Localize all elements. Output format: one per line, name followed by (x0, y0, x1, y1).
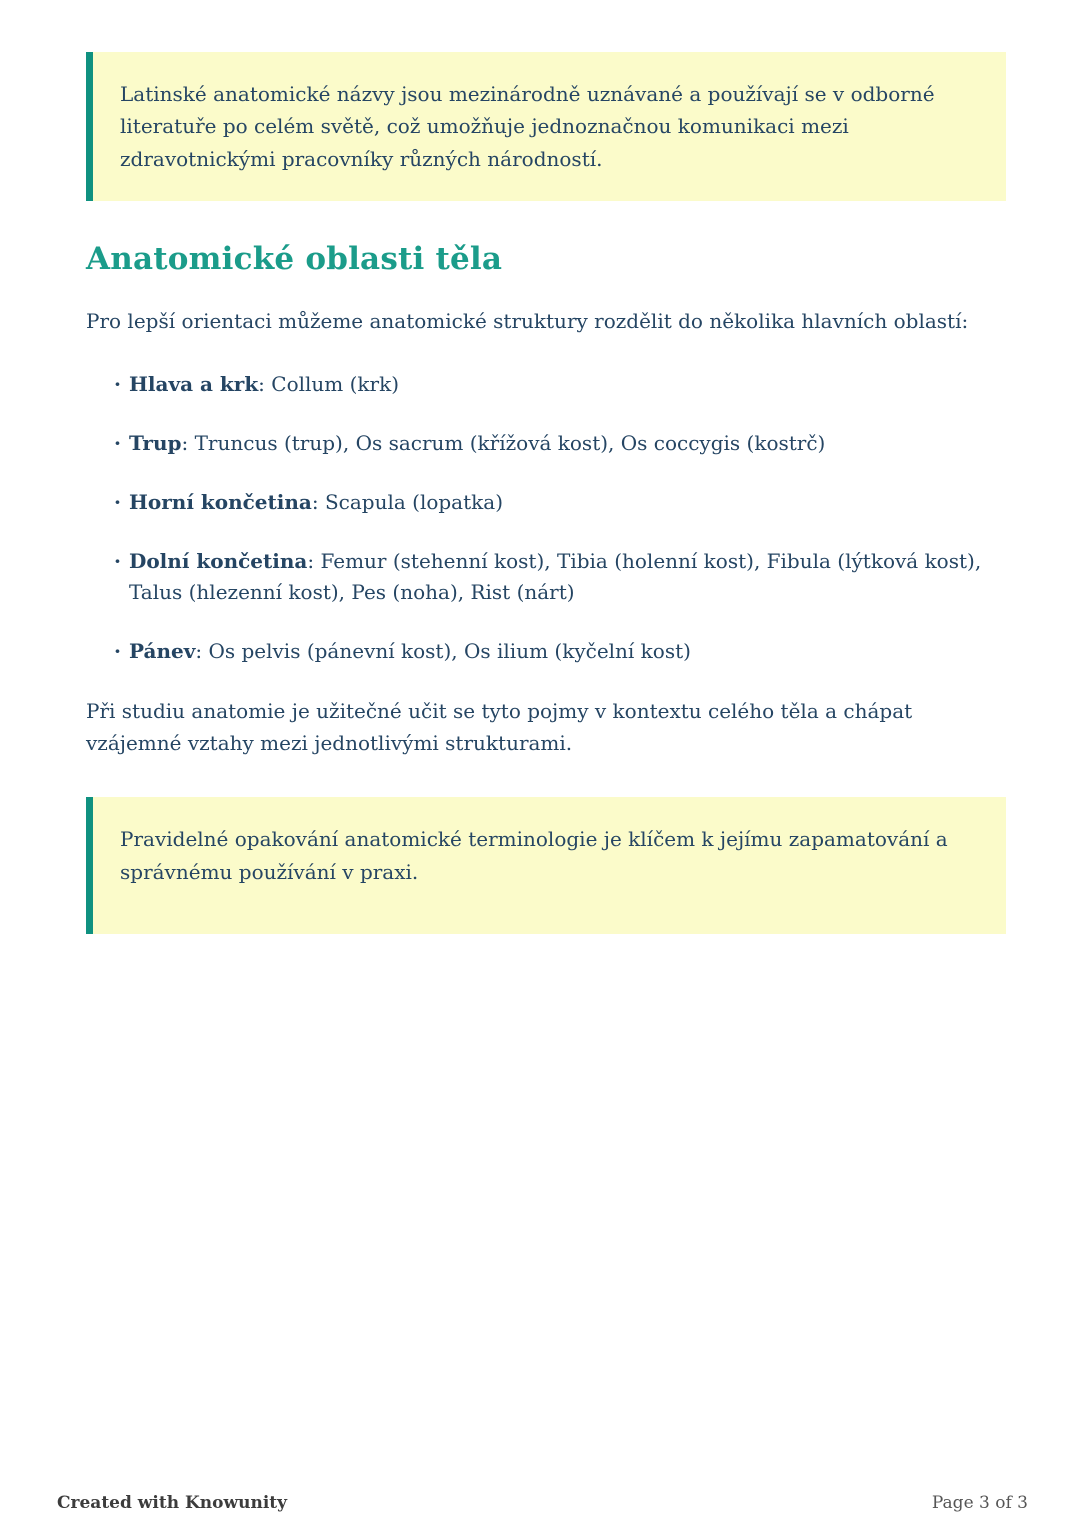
list-item-text (129, 428, 825, 459)
list-item-term: Hlava a krk (129, 372, 259, 397)
bullet-icon: · (114, 639, 121, 664)
list-item-term: Pánev (129, 639, 196, 664)
bullet-icon: · (114, 372, 121, 397)
list-item (86, 636, 1006, 667)
list-item (86, 369, 1006, 400)
list-item-text (129, 636, 691, 667)
list-item-text (129, 487, 503, 518)
list-item-term: Trup (129, 431, 182, 456)
list-item-rest: : Scapula (lopatka) (311, 490, 503, 515)
list-item-rest: : Truncus (trup), Os sacrum (křížová kost), Os coccygis (kostrč) (181, 431, 826, 456)
list-item-term: Horní končetina (129, 490, 312, 515)
list-item-rest: : Femur (stehenní kost), Tibia (holenní kost), Fibula (lýtková kost), Talus (hlezenní kost), Pes (noha), Rist (nárt) (129, 549, 982, 605)
list-item-term: Dolní končetina (129, 549, 308, 574)
list-item (86, 428, 1006, 459)
bullet-icon: · (114, 490, 121, 515)
callout-note-top (86, 52, 1006, 201)
list-item-rest: : Collum (krk) (258, 372, 400, 397)
list-item-text (129, 369, 399, 400)
outro-paragraph: Při studiu anatomie je užitečné učit se tyto pojmy v kontextu celého těla a chápat vzájemné vztahy mezi jednotlivými strukturami. (86, 699, 913, 756)
list-item (86, 487, 1006, 518)
page-footer (57, 1493, 1028, 1513)
footer-branding: Created with Knowunity (57, 1493, 288, 1513)
section-heading: Anatomické oblasti těla (86, 241, 503, 278)
list-item (86, 546, 1006, 608)
page-number: Page 3 of 3 (931, 1493, 1028, 1513)
anatomy-regions-list (86, 369, 1006, 667)
callout-bottom-text: Pravidelné opakování anatomické terminologie je klíčem k jejímu zapamatování a správnému používání v praxi. (120, 827, 948, 884)
list-item-rest: : Os pelvis (pánevní kost), Os ilium (kyčelní kost) (195, 639, 691, 664)
list-item-text (129, 546, 1006, 608)
callout-top-text: Latinské anatomické názvy jsou mezinárodně uznávané a používají se v odborné literatuře po celém světě, což umožňuje jednoznačnou komunikaci mezi zdravotnickými pracovníky různých národností. (120, 82, 935, 171)
bullet-icon: · (114, 549, 121, 574)
callout-note-bottom (86, 797, 1006, 934)
bullet-icon: · (114, 431, 121, 456)
intro-paragraph: Pro lepší orientaci můžeme anatomické struktury rozdělit do několika hlavních oblastí: (86, 309, 969, 334)
